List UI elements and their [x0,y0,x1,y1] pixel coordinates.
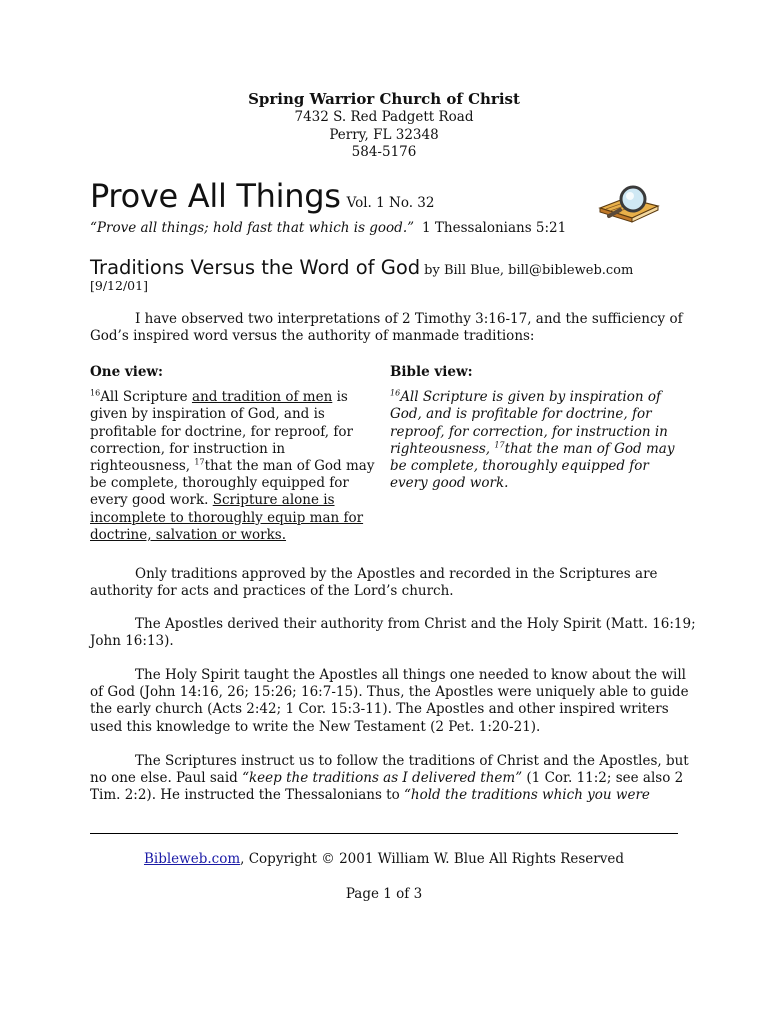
newsletter-volume: Vol. 1 No. 32 [346,195,435,211]
one-view-line: $^{16}$All Scripture and tradition of men is [90,388,348,406]
bible-view-column [390,364,690,492]
magnifying-glass-on-book-icon [596,184,662,224]
paragraph-line: John 16:13). [90,633,174,650]
one-view-column [90,364,380,544]
paragraph-line: authority for acts and practices of the Lord’s church. [90,583,454,600]
paragraph-line: I have observed two interpretations of 2 Timothy 3:16-17, and the sufficiency of [135,311,683,327]
body-paragraph-2 [90,616,696,650]
newsletter-masthead [90,177,434,215]
intro-paragraph [90,311,690,345]
paragraph-line: The Holy Spirit taught the Apostles all things one needed to know about the will [135,667,686,683]
one-view-line [90,510,380,527]
verse-number: 17 [494,440,505,450]
one-view-heading: One view: [90,364,164,380]
underlined-phrase: doctrine, salvation or works. [90,526,287,543]
body-paragraph-4 [90,753,690,805]
bible-view-heading: Bible view: [390,364,473,380]
epigraph-reference: 1 Thessalonians 5:21 [422,220,567,236]
one-view-line: every good work. Scripture alone is [90,492,335,509]
bible-view-line: God, and is profitable for doctrine, for [390,406,652,423]
church-name: Spring Warrior Church of Christ [248,90,520,108]
article-header [90,256,633,279]
paragraph-line: God’s inspired word versus the authority of manmade traditions: [90,328,535,345]
underlined-phrase: Scripture alone is [212,492,335,509]
paragraph-line: The Apostles derived their authority from Christ and the Holy Spirit (Matt. 16:19; [135,616,696,632]
bible-view-line: righteousness, $^{17}$that the man of God may [390,440,675,457]
body-paragraph-1 [90,566,690,600]
article-date: [9/12/01] [90,278,148,293]
bibleweb-link[interactable]: Bibleweb.com [143,851,241,867]
verse-number: 17 [194,457,205,467]
church-address-street: 7432 S. Red Padgett Road [294,109,474,125]
copyright-text: , Copyright © 2001 William W. Blue All Rights Reserved [240,851,624,867]
bible-view-line: $^{16}$All Scripture is given by inspiration of [390,388,661,406]
one-view-line: righteousness, $^{17}$that the man of God may [90,457,375,475]
one-view-line: given by inspiration of God, and is [90,406,325,423]
body-paragraph-3 [90,667,690,736]
paragraph-line: the early church (Acts 2:42; 1 Cor. 15:3-11). The Apostles and other inspired writers [90,701,669,718]
verse-number: 16 [90,388,101,398]
bible-view-line: be complete, thoroughly equipped for [390,458,649,475]
quoted-scripture: “hold the traditions which you were [404,787,650,804]
underlined-phrase: incomplete to thoroughly equip man for [90,509,364,526]
epigraph [90,220,566,236]
epigraph-quote: “Prove all things; hold fast that which is good.” [90,220,415,236]
one-view-line: profitable for doctrine, for reproof, for [90,423,353,440]
footer-divider [90,833,678,834]
page-number: Page 1 of 3 [345,886,423,902]
bible-view-line: reproof, for correction, for instruction in [390,423,668,440]
bible-view-line: every good work. [390,475,509,492]
underlined-phrase: and tradition of men [191,389,333,406]
quoted-scripture: “keep the traditions as I delivered them” [242,770,523,787]
verse-number: 16 [390,388,401,398]
footer [0,851,768,867]
one-view-line [90,527,380,544]
article-title: Traditions Versus the Word of God [90,256,421,279]
paragraph-line: used this knowledge to write the New Testament (2 Pet. 1:20-21). [90,718,541,735]
one-view-line: correction, for instruction in [90,440,286,457]
paragraph-line: of God (John 14:16, 26; 15:26; 16:7-15). Thus, the Apostles were uniquely able to guide [90,684,689,701]
article-byline: by Bill Blue, bill@bibleweb.com [424,263,634,278]
paragraph-line: no one else. Paul said “keep the traditions as I delivered them” (1 Cor. 11:2; see also 2 [90,770,684,787]
church-phone: 584-5176 [351,144,417,160]
newsletter-title: Prove All Things [90,177,341,215]
paragraph-line: Only traditions approved by the Apostles and recorded in the Scriptures are [135,566,658,582]
paragraph-line: The Scriptures instruct us to follow the traditions of Christ and the Apostles, but [135,753,689,769]
church-header [0,90,768,162]
church-address-city: Perry, FL 32348 [329,126,439,143]
one-view-line: be complete, thoroughly equipped for [90,475,349,492]
paragraph-line: Tim. 2:2). He instructed the Thessalonians to “hold the traditions which you were [90,787,650,804]
